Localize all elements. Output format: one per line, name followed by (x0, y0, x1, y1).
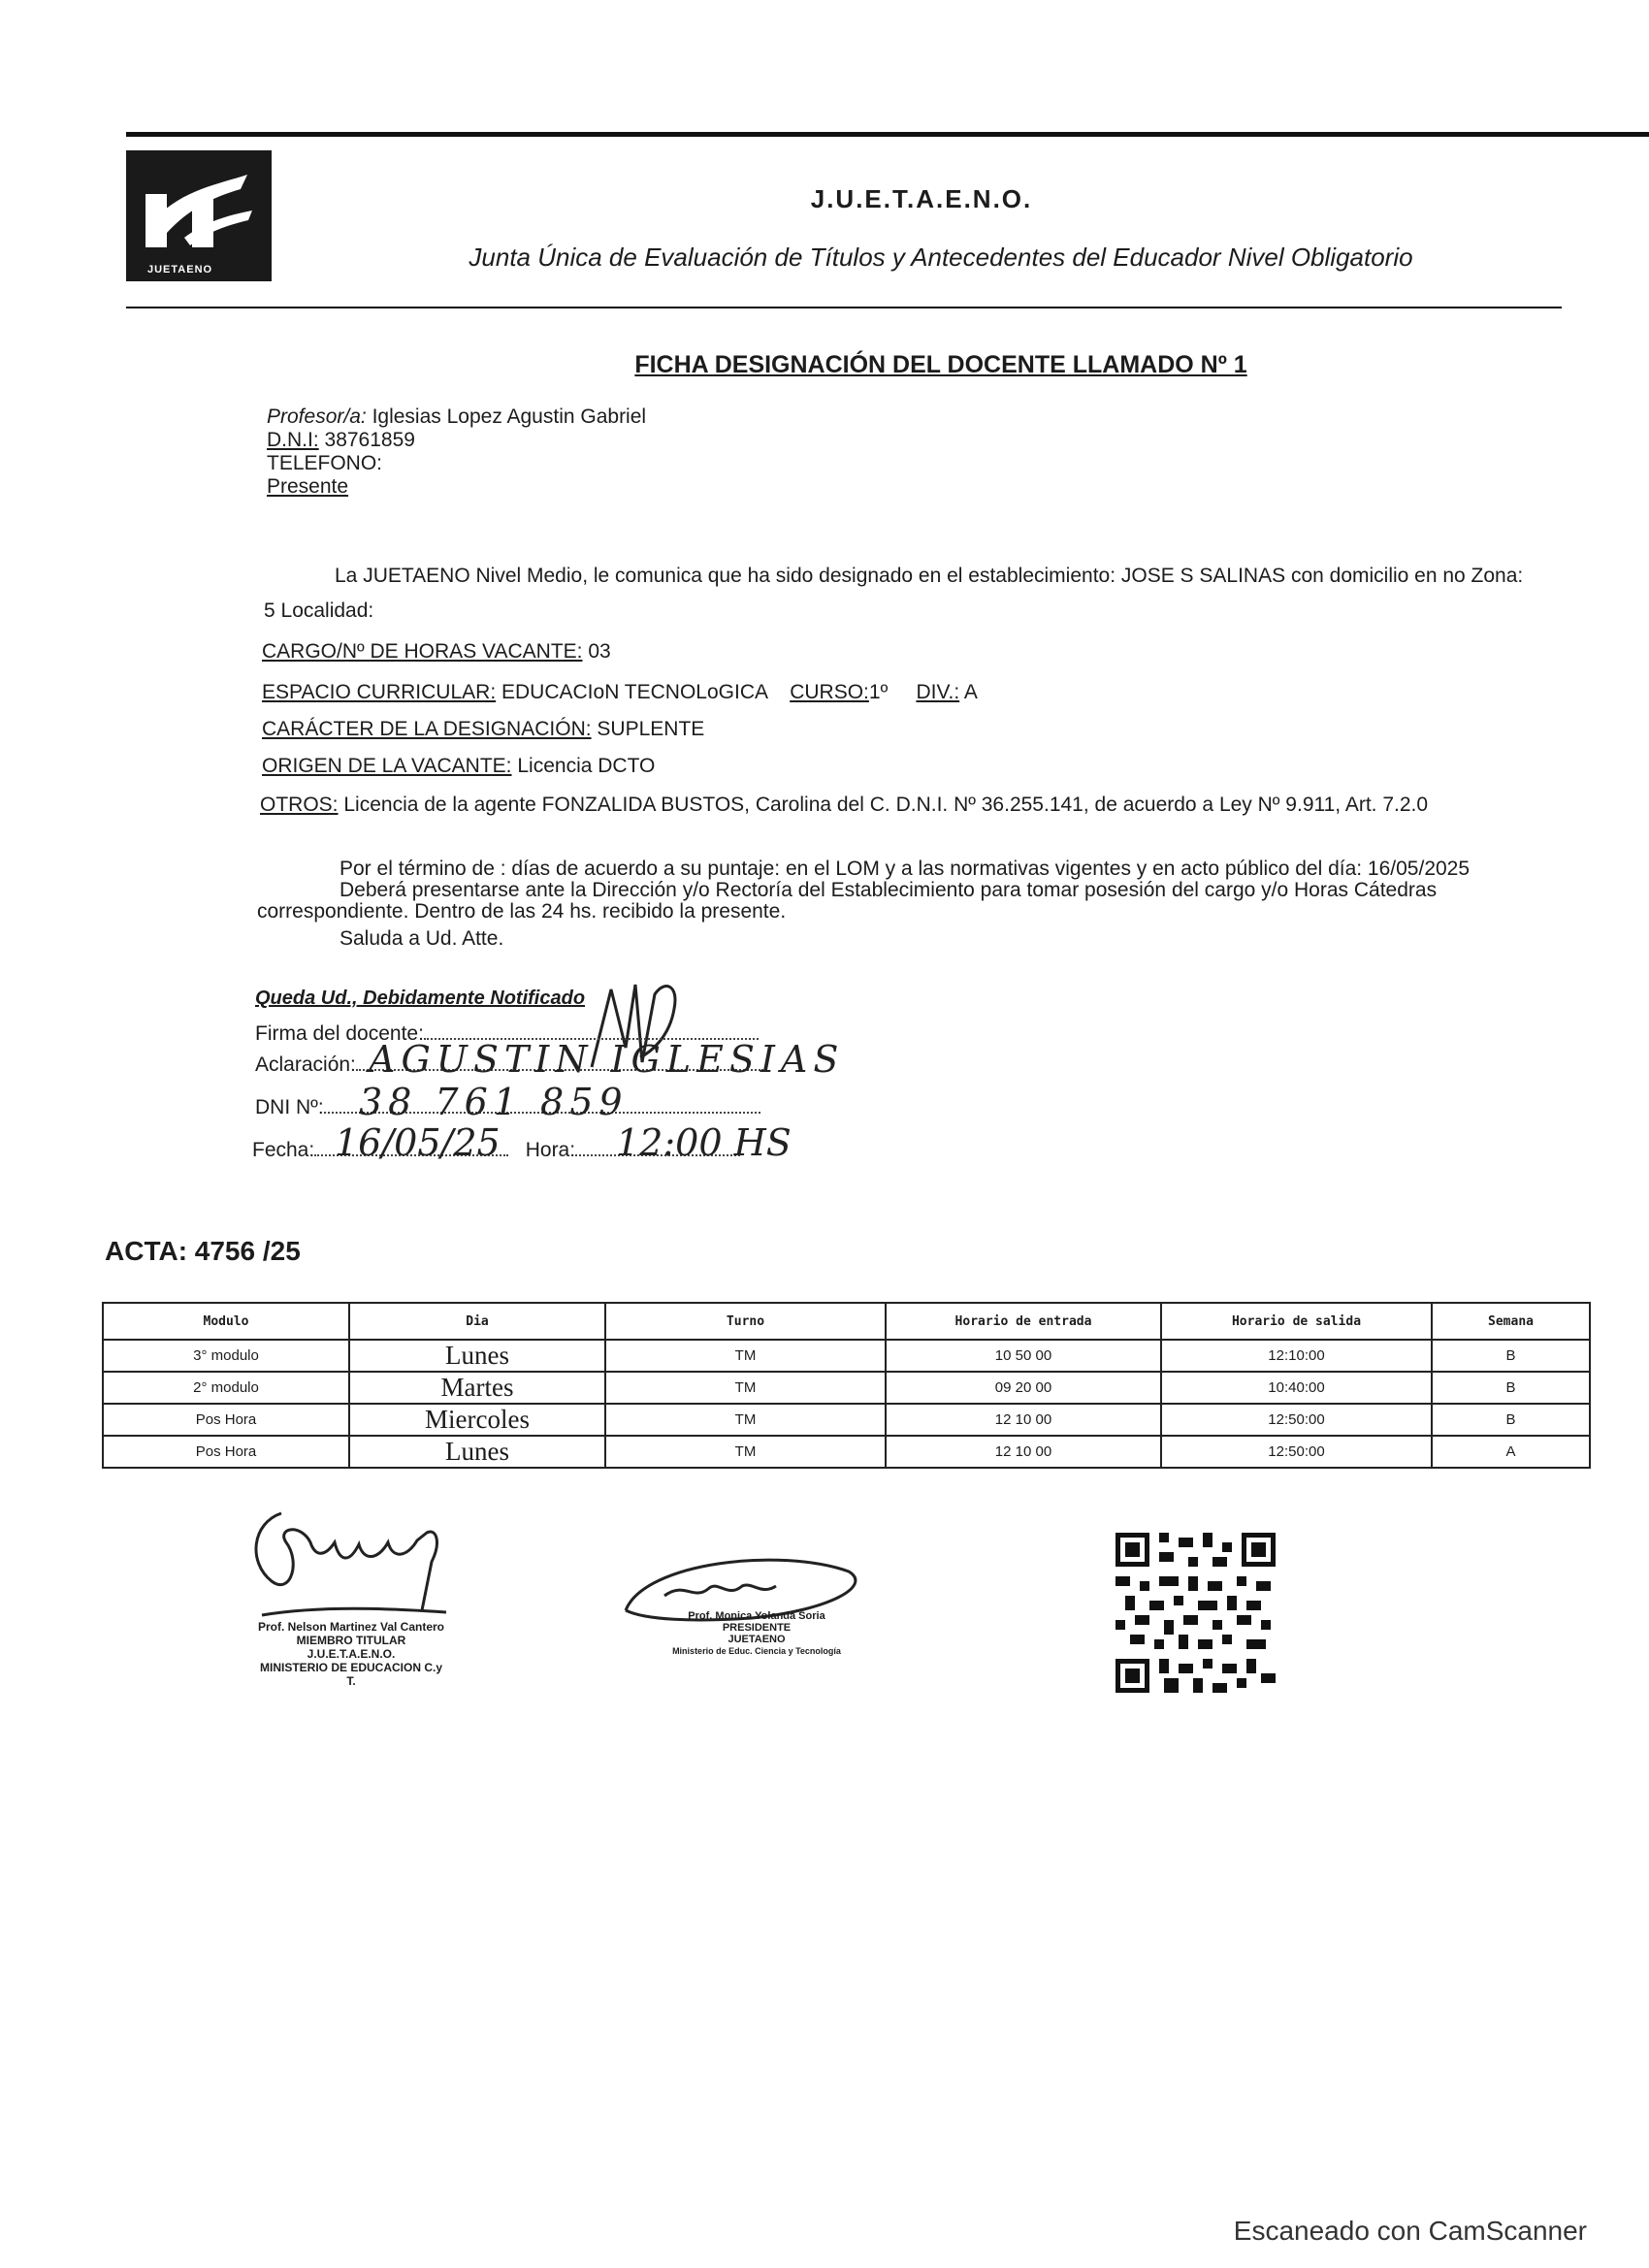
hora-label: Hora: (525, 1139, 576, 1161)
dni-notif-label: DNI Nº: (255, 1096, 324, 1118)
intro-line-2: 5 Localidad: (264, 599, 374, 622)
salida-cell: 12:50:00 (1161, 1436, 1432, 1468)
modulo-cell: 3° modulo (103, 1340, 349, 1372)
aclaracion-label: Aclaración: (255, 1053, 356, 1076)
espacio-value: EDUCACIoN TECNOLoGICA (501, 681, 767, 703)
camscanner-footer: Escaneado con CamScanner (1233, 2216, 1587, 2246)
document-title: FICHA DESIGNACIÓN DEL DOCENTE LLAMADO Nº 1 (634, 351, 1247, 378)
profesor-line (267, 405, 646, 429)
left-stamp-line: Prof. Nelson Martinez Val Cantero (257, 1620, 445, 1634)
dni-notif-value: 38 761 859 (359, 1081, 629, 1123)
origen-line (262, 755, 655, 778)
modulo-cell: 2° modulo (103, 1372, 349, 1404)
div-label: DIV.: (916, 681, 960, 703)
entrada-cell: 09 20 00 (886, 1372, 1161, 1404)
div-value: A (963, 681, 978, 703)
qr-code-icon[interactable] (1116, 1533, 1276, 1693)
cargo-line (262, 640, 611, 664)
middle-stamp-line: PRESIDENTE (722, 1622, 792, 1634)
otros-label: OTROS: (260, 794, 339, 816)
salida-cell: 12:10:00 (1161, 1340, 1432, 1372)
cargo-value: 03 (588, 640, 611, 663)
presentarse-line-1: Deberá presentarse ante la Dirección y/o Rectoría del Establecimiento para tomar posesión del cargo y/o Horas Cátedras (340, 879, 1438, 901)
table-row (103, 1372, 1590, 1404)
dia-cell: Martes (349, 1372, 605, 1404)
col-dia: Dia (349, 1303, 605, 1340)
turno-cell: TM (605, 1404, 886, 1436)
acta-number: ACTA: 4756 /25 (105, 1236, 301, 1266)
fecha-label: Fecha: (252, 1139, 315, 1161)
semana-cell: B (1432, 1372, 1590, 1404)
semana-cell: B (1432, 1340, 1590, 1372)
presentarse-line-2: correspondiente. Dentro de las 24 hs. recibido la presente. (257, 900, 787, 923)
cargo-label: CARGO/Nº DE HORAS VACANTE: (262, 640, 583, 663)
hora-value: 12:00 HS (616, 1121, 792, 1164)
espacio-line (262, 681, 978, 704)
turno-cell: TM (605, 1436, 886, 1468)
dni-value: 38761859 (324, 429, 415, 451)
logo-mark-icon (126, 150, 272, 281)
entrada-cell: 12 10 00 (886, 1404, 1161, 1436)
logo-text: JUETAENO (147, 264, 213, 275)
entrada-cell: 12 10 00 (886, 1436, 1161, 1468)
table-row (103, 1404, 1590, 1436)
notificado-label: Queda Ud., Debidamente Notificado (255, 988, 586, 1009)
juetaeno-logo (126, 150, 272, 281)
origen-value: Licencia DCTO (517, 755, 656, 777)
turno-cell: TM (605, 1340, 886, 1372)
intro-line-1: La JUETAENO Nivel Medio, le comunica que ha sido designado en el establecimiento: JOSE S SALINAS con domicilio en no Zona: (335, 565, 1524, 587)
dia-cell: Miercoles (349, 1404, 605, 1436)
middle-stamp (660, 1610, 854, 1657)
left-stamp-line: MIEMBRO TITULAR (296, 1634, 406, 1647)
saluda-line: Saluda a Ud. Atte. (340, 927, 504, 950)
middle-stamp-line: JUETAENO (728, 1634, 786, 1645)
telefono-label: TELEFONO: (267, 452, 383, 474)
profesor-value: Iglesias Lopez Agustin Gabriel (372, 405, 647, 428)
middle-stamp-line: Ministerio de Educ. Ciencia y Tecnología (672, 1646, 841, 1656)
modulo-cell: Pos Hora (103, 1436, 349, 1468)
aclaracion-value: AGUSTIN IGLESIAS (369, 1038, 845, 1081)
left-stamp-line: J.U.E.T.A.E.N.O. (307, 1647, 396, 1661)
schedule-table (102, 1302, 1591, 1469)
table-row (103, 1436, 1590, 1468)
salida-cell: 12:50:00 (1161, 1404, 1432, 1436)
termino-line: Por el término de : días de acuerdo a su puntaje: en el LOM y a las normativas vigentes y en acto público del día: 16/05/2025 (340, 858, 1471, 880)
middle-stamp-line: Prof. Monica Yolanda Soria (688, 1610, 825, 1622)
col-semana: Semana (1432, 1303, 1590, 1340)
header-top-rule (126, 132, 1649, 137)
modulo-cell: Pos Hora (103, 1404, 349, 1436)
schedule-header-row (103, 1303, 1590, 1340)
col-entrada: Horario de entrada (886, 1303, 1161, 1340)
caracter-value: SUPLENTE (597, 718, 705, 740)
col-modulo: Modulo (103, 1303, 349, 1340)
table-row (103, 1340, 1590, 1372)
semana-cell: A (1432, 1436, 1590, 1468)
caracter-label: CARÁCTER DE LA DESIGNACIÓN: (262, 718, 592, 740)
dni-label: D.N.I: (267, 429, 319, 451)
header-subtitle: Junta Única de Evaluación de Títulos y Antecedentes del Educador Nivel Obligatorio (469, 243, 1413, 272)
header-title: J.U.E.T.A.E.N.O. (810, 184, 1033, 213)
dia-cell: Lunes (349, 1436, 605, 1468)
presente-label: Presente (267, 475, 349, 498)
header-bottom-rule (126, 307, 1562, 308)
left-stamp (254, 1620, 448, 1688)
origen-label: ORIGEN DE LA VACANTE: (262, 755, 512, 777)
left-signature (242, 1504, 466, 1630)
dia-cell: Lunes (349, 1340, 605, 1372)
curso-label: CURSO: (790, 681, 869, 703)
profesor-label: Profesor/a: (267, 405, 367, 428)
fecha-value: 16/05/25 (335, 1121, 501, 1164)
left-stamp-line: MINISTERIO DE EDUCACION C.y T. (259, 1661, 442, 1688)
semana-cell: B (1432, 1404, 1590, 1436)
turno-cell: TM (605, 1372, 886, 1404)
caracter-line (262, 718, 704, 741)
salida-cell: 10:40:00 (1161, 1372, 1432, 1404)
firma-label: Firma del docente: (255, 1022, 424, 1045)
dni-line (267, 429, 415, 452)
col-turno: Turno (605, 1303, 886, 1340)
col-salida: Horario de salida (1161, 1303, 1432, 1340)
otros-value: Licencia de la agente FONZALIDA BUSTOS, Carolina del C. D.N.I. Nº 36.255.141, de acuerdo a Ley Nº 9.911, Art. 7.2.0 (343, 794, 1429, 816)
curso-value: 1º (868, 681, 889, 703)
otros-line (260, 794, 1428, 817)
entrada-cell: 10 50 00 (886, 1340, 1161, 1372)
espacio-label: ESPACIO CURRICULAR: (262, 681, 497, 703)
